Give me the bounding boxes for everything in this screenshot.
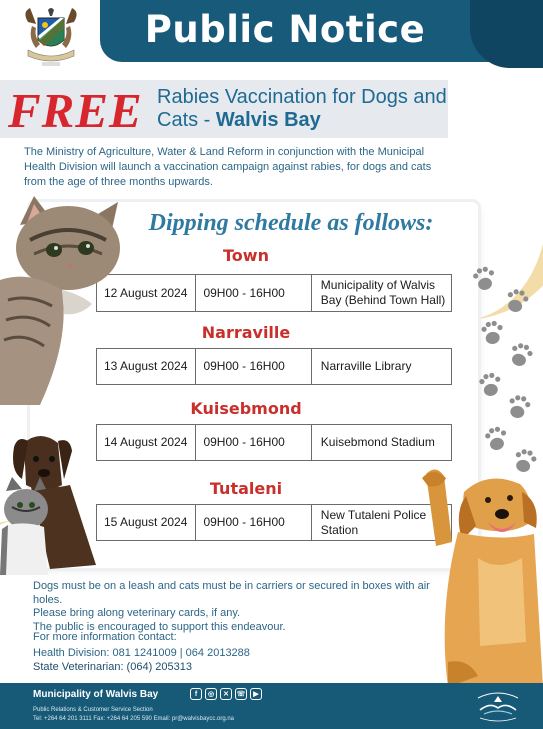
schedule-date: 14 August 2024 xyxy=(97,425,196,460)
schedule-time: 09H00 - 16H00 xyxy=(196,425,311,460)
social-icons xyxy=(190,688,262,700)
footer-contacts: Tel: +264 64 201 3111 Fax: +264 64 205 590 Email: pr@walvisbaycc.org.na xyxy=(33,716,234,722)
schedule-heading: Dipping schedule as follows: xyxy=(148,210,434,236)
schedule-time: 09H00 - 16H00 xyxy=(196,349,311,384)
instagram-icon[interactable]: ◎ xyxy=(205,688,217,700)
walvis-bay-logo xyxy=(470,688,526,724)
page-title: Public Notice xyxy=(144,8,426,51)
intro-paragraph: The Ministry of Agriculture, Water & Land Reform in conjunction with the Municipal Health Division will launch a vaccination campaign against rabies, for dogs and cats from the age of three months upwards. xyxy=(24,146,432,188)
schedule-venue: Kuisebmond Stadium xyxy=(320,435,435,449)
x-icon[interactable]: ✕ xyxy=(220,688,232,700)
schedule-row-narraville xyxy=(96,348,452,385)
schedule-date: 13 August 2024 xyxy=(97,349,196,384)
location-title-tutaleni: Tutaleni xyxy=(209,479,283,498)
subtitle-main: Rabies Vaccination for Dogs and Cats - xyxy=(157,86,447,131)
subtitle-place: Walvis Bay xyxy=(215,109,321,131)
schedule-row-kuisebmond xyxy=(96,424,452,461)
notes-block xyxy=(33,580,453,634)
footer-section: Public Relations & Customer Service Section xyxy=(33,707,153,713)
contact-heading: For more information contact: xyxy=(33,631,177,643)
schedule-venue: Municipality of Walvis Bay (Behind Town Hall) xyxy=(320,278,446,307)
puppy-and-cat-illustration xyxy=(0,425,105,575)
location-title-town: Town xyxy=(223,246,269,265)
free-label: FREE xyxy=(8,83,143,138)
youtube-icon[interactable]: ▶ xyxy=(250,688,262,700)
schedule-row-tutaleni xyxy=(96,504,452,541)
note-line: The public is encouraged to support this endeavour. xyxy=(33,620,286,633)
paw-prints-decoration xyxy=(472,262,542,477)
schedule-venue: New Tutaleni Police Station xyxy=(320,507,427,537)
contact-vet: State Veterinarian: (064) 205313 xyxy=(33,661,193,673)
note-line: Please bring along veterinary cards, if any. xyxy=(33,607,241,619)
whatsapp-icon[interactable]: ☏ xyxy=(235,688,247,700)
location-title-narraville: Narraville xyxy=(201,323,291,342)
note-line: Dogs must be on a leash and cats must be in carriers or secured in boxes with air holes. xyxy=(33,580,430,606)
schedule-time: 09H00 - 16H00 xyxy=(196,505,311,540)
schedule-date: 15 August 2024 xyxy=(97,505,196,540)
namibia-coat-of-arms-icon xyxy=(18,4,84,68)
kitten-illustration xyxy=(0,190,135,405)
schedule-row-town xyxy=(96,274,452,312)
schedule-date: 12 August 2024 xyxy=(97,275,196,311)
contact-block xyxy=(33,630,353,674)
golden-retriever-illustration xyxy=(418,462,543,687)
footer-municipality-name: Municipality of Walvis Bay xyxy=(33,689,159,700)
contact-health: Health Division: 081 1241009 | 064 2013288 xyxy=(33,647,250,659)
schedule-venue: Narraville Library xyxy=(320,359,412,373)
location-title-kuisebmond: Kuisebmond xyxy=(190,399,302,418)
facebook-icon[interactable]: f xyxy=(190,688,202,700)
campaign-subtitle xyxy=(157,86,447,132)
schedule-time: 09H00 - 16H00 xyxy=(196,275,311,311)
